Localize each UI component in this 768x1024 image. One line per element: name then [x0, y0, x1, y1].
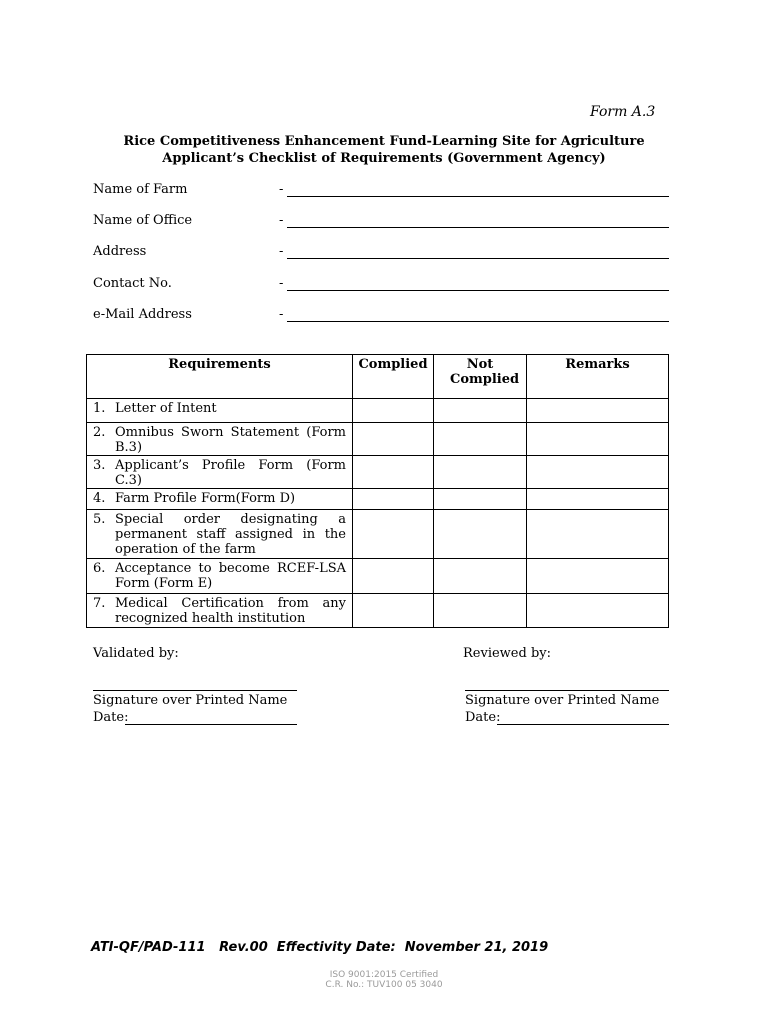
iso-certification: ISO 9001:2015 Certified: [329, 970, 439, 980]
header-requirements: Requirements: [87, 355, 353, 399]
complied-cell[interactable]: [353, 489, 434, 510]
remarks-cell[interactable]: [527, 559, 669, 594]
table-row: [87, 489, 669, 510]
not-complied-cell[interactable]: [434, 594, 527, 628]
not-complied-cell[interactable]: [434, 423, 527, 456]
contact-no-field[interactable]: [287, 290, 669, 291]
remarks-cell[interactable]: [527, 594, 669, 628]
validator-signature-line[interactable]: [93, 690, 297, 691]
field-dash: -: [279, 213, 284, 228]
field-label-email: e-Mail Address: [93, 307, 192, 322]
not-complied-cell[interactable]: [434, 399, 527, 423]
not-complied-cell[interactable]: [434, 510, 527, 559]
not-complied-cell[interactable]: [434, 559, 527, 594]
not-complied-cell[interactable]: [434, 489, 527, 510]
email-address-field[interactable]: [287, 321, 669, 322]
validator-date-label: Date:: [93, 710, 129, 725]
reviewer-signature-caption: Signature over Printed Name: [465, 693, 660, 708]
requirement-cell: 1. Letter of Intent: [87, 399, 353, 423]
requirement-cell: 5. Special order designating a permanent staff assigned in the operation of the farm: [87, 510, 353, 559]
name-of-office-field[interactable]: [287, 227, 669, 228]
form-subtitle: Applicant’s Checklist of Requirements (Government Agency): [162, 151, 606, 166]
complied-cell[interactable]: [353, 456, 434, 489]
validator-date-field[interactable]: [125, 724, 297, 725]
complied-cell[interactable]: [353, 399, 434, 423]
address-field[interactable]: [287, 258, 669, 259]
field-dash: -: [279, 307, 284, 322]
reviewed-by-label: Reviewed by:: [463, 646, 551, 661]
requirement-cell: 7. Medical Certification from any recognized health institution: [87, 594, 353, 628]
field-label-address: Address: [93, 244, 147, 259]
requirements-table: [86, 354, 669, 628]
remarks-cell[interactable]: [527, 510, 669, 559]
requirement-cell: 2. Omnibus Sworn Statement (Form B.3): [87, 423, 353, 456]
remarks-cell[interactable]: [527, 489, 669, 510]
table-row: [87, 510, 669, 559]
form-code: Form A.3: [590, 104, 656, 120]
field-dash: -: [279, 244, 284, 259]
validator-signature-caption: Signature over Printed Name: [93, 693, 288, 708]
reviewer-signature-line[interactable]: [465, 690, 669, 691]
validated-by-label: Validated by:: [93, 646, 179, 661]
reviewer-date-label: Date:: [465, 710, 501, 725]
certificate-number: C.R. No.: TUV100 05 3040: [325, 980, 443, 990]
field-dash: -: [279, 276, 284, 291]
table-header-row: [87, 355, 669, 399]
not-complied-cell[interactable]: [434, 456, 527, 489]
complied-cell[interactable]: [353, 510, 434, 559]
form-title: Rice Competitiveness Enhancement Fund-Learning Site for Agriculture: [123, 134, 645, 149]
reviewer-date-field[interactable]: [497, 724, 669, 725]
field-label-farm: Name of Farm: [93, 182, 188, 197]
complied-cell[interactable]: [353, 559, 434, 594]
header-complied: Complied: [353, 355, 434, 399]
header-remarks: Remarks: [527, 355, 669, 399]
table-row: [87, 399, 669, 423]
complied-cell[interactable]: [353, 423, 434, 456]
remarks-cell[interactable]: [527, 423, 669, 456]
requirement-cell: 6. Acceptance to become RCEF-LSA Form (Form E): [87, 559, 353, 594]
field-dash: -: [279, 182, 284, 197]
table-row: [87, 559, 669, 594]
remarks-cell[interactable]: [527, 399, 669, 423]
table-row: [87, 456, 669, 489]
remarks-cell[interactable]: [527, 456, 669, 489]
document-control-code: ATI-QF/PAD-111 Rev.00 Effectivity Date: November 21, 2019: [91, 940, 549, 955]
table-row: [87, 423, 669, 456]
name-of-farm-field[interactable]: [287, 196, 669, 197]
header-not-complied: Not Complied: [434, 355, 527, 399]
field-label-office: Name of Office: [93, 213, 193, 228]
complied-cell[interactable]: [353, 594, 434, 628]
field-label-contact: Contact No.: [93, 276, 172, 291]
table-row: [87, 594, 669, 628]
requirement-cell: 3. Applicant’s Profile Form (Form C.3): [87, 456, 353, 489]
requirement-cell: 4. Farm Profile Form(Form D): [87, 489, 353, 510]
